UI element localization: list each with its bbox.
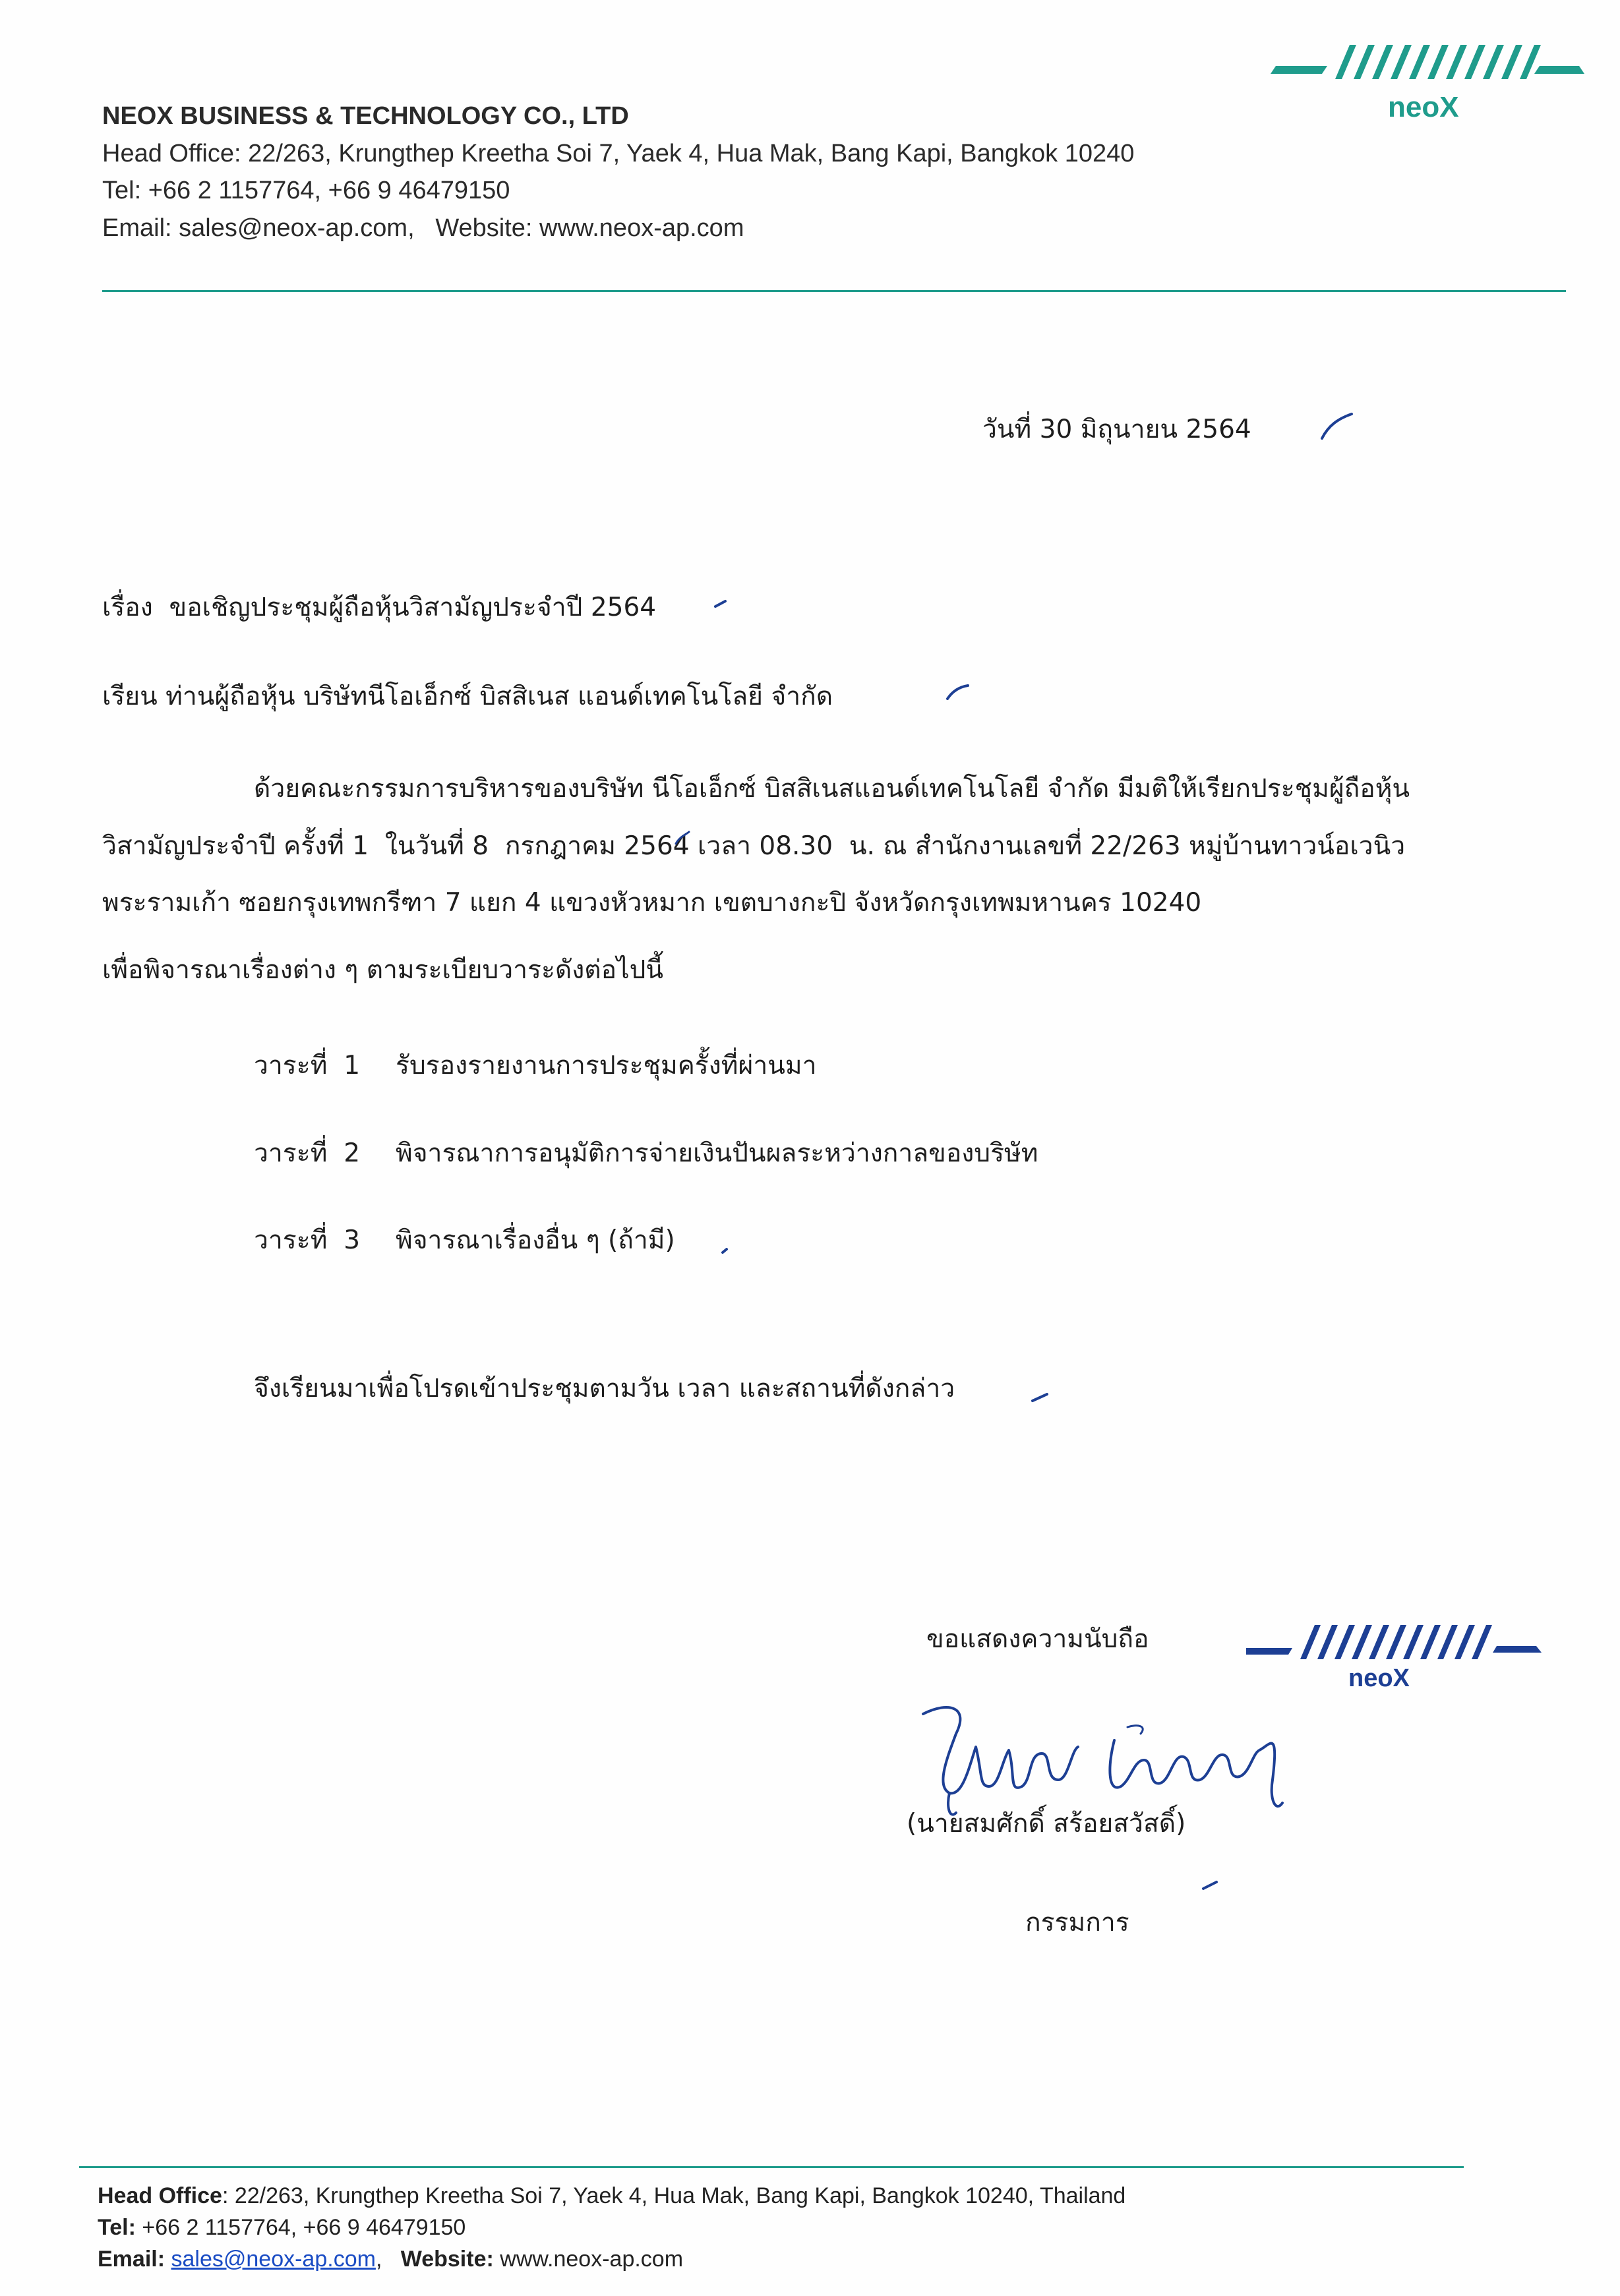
agenda-3-number: วาระที่ 3 <box>254 1225 361 1255</box>
agenda-3-text: พิจารณาเรื่องอื่น ๆ (ถ้ามี) <box>396 1225 675 1255</box>
footer-contact: Email: sales@neox-ap.com, Website: www.neox-ap.com <box>98 2247 684 2272</box>
letter-recipient: เรียน ท่านผู้ถือหุ้น บริษัทนีโอเอ็กซ์ บิสสิเนส แอนด์เทคโนโลยี จำกัด <box>102 682 833 711</box>
body-line-3: พระรามเก้า ซอยกรุงเทพกรีฑา 7 แยก 4 แขวงหัวหมาก เขตบางกะปิ จังหวัดกรุงเทพมหานคร 10240 <box>102 888 1202 918</box>
body-line-2: วิสามัญประจำปี ครั้งที่ 1 ในวันที่ 8 กรกฎาคม 2564 เวลา 08.30 น. ณ สำนักงานเลขที่ 22/263 หมู่บ้านทาวน์อเวนิว <box>102 831 1406 861</box>
footer-tel-value: +66 2 1157764, +66 9 46479150 <box>135 2215 466 2240</box>
agenda-1-number: วาระที่ 1 <box>254 1051 361 1080</box>
letter-date: วันที่ 30 มิถุนายน 2564 <box>982 415 1251 444</box>
body-line-1: ด้วยคณะกรรมการบริหารของบริษัท นีโอเอ็กซ์ บิสสิเนสแอนด์เทคโนโลยี จำกัด มีมติให้เรียกประชุมผู้ถือหุ้น <box>254 774 1410 804</box>
signer-name: (นายสมศักดิ์ สร้อยสวัสดิ์) <box>907 1809 1186 1839</box>
footer-email-link[interactable]: sales@neox-ap.com <box>171 2247 376 2272</box>
footer-website: www.neox-ap.com <box>493 2247 684 2272</box>
footer-address <box>98 2183 1125 2209</box>
header-tel: Tel: +66 2 1157764, +66 9 46479150 <box>102 177 510 204</box>
footer-website-label: Website: <box>400 2247 494 2272</box>
closing-line: จึงเรียนมาเพื่อโปรดเข้าประชุมตามวัน เวลา และสถานที่ดังกล่าว <box>254 1374 955 1403</box>
header-address: Head Office: 22/263, Krungthep Kreetha Soi 7, Yaek 4, Hua Mak, Bang Kapi, Bangkok 10240 <box>102 140 1135 167</box>
footer-office-label: Head Office <box>98 2183 222 2208</box>
stamp-text: neoX <box>1348 1664 1410 1692</box>
regards-line: ขอแสดงความนับถือ <box>926 1624 1149 1654</box>
footer-tel-label: Tel: <box>98 2215 136 2240</box>
logo-text: neoX <box>1388 91 1459 123</box>
footer-tel <box>98 2215 465 2241</box>
signer-position: กรรมการ <box>1025 1908 1129 1937</box>
letter-subject: เรื่อง ขอเชิญประชุมผู้ถือหุ้นวิสามัญประจำปี 2564 <box>102 593 657 622</box>
agenda-2-text: พิจารณาการอนุมัติการจ่ายเงินปันผลระหว่างกาลของบริษัท <box>396 1138 1038 1168</box>
agenda-1-text: รับรองรายงานการประชุมครั้งที่ผ่านมา <box>396 1051 817 1080</box>
footer-office: : 22/263, Krungthep Kreetha Soi 7, Yaek 4, Hua Mak, Bang Kapi, Bangkok 10240, Thailand <box>222 2183 1126 2208</box>
agenda-2-number: วาระที่ 2 <box>254 1138 361 1168</box>
body-line-4: เพื่อพิจารณาเรื่องต่าง ๆ ตามระเบียบวาระดังต่อไปนี้ <box>102 955 664 985</box>
footer-divider <box>79 2166 1464 2168</box>
footer-email-label: Email: <box>98 2247 165 2272</box>
header-contact: Email: sales@neox-ap.com, Website: www.neox-ap.com <box>102 214 744 242</box>
company-name: NEOX BUSINESS & TECHNOLOGY CO., LTD <box>102 102 629 130</box>
